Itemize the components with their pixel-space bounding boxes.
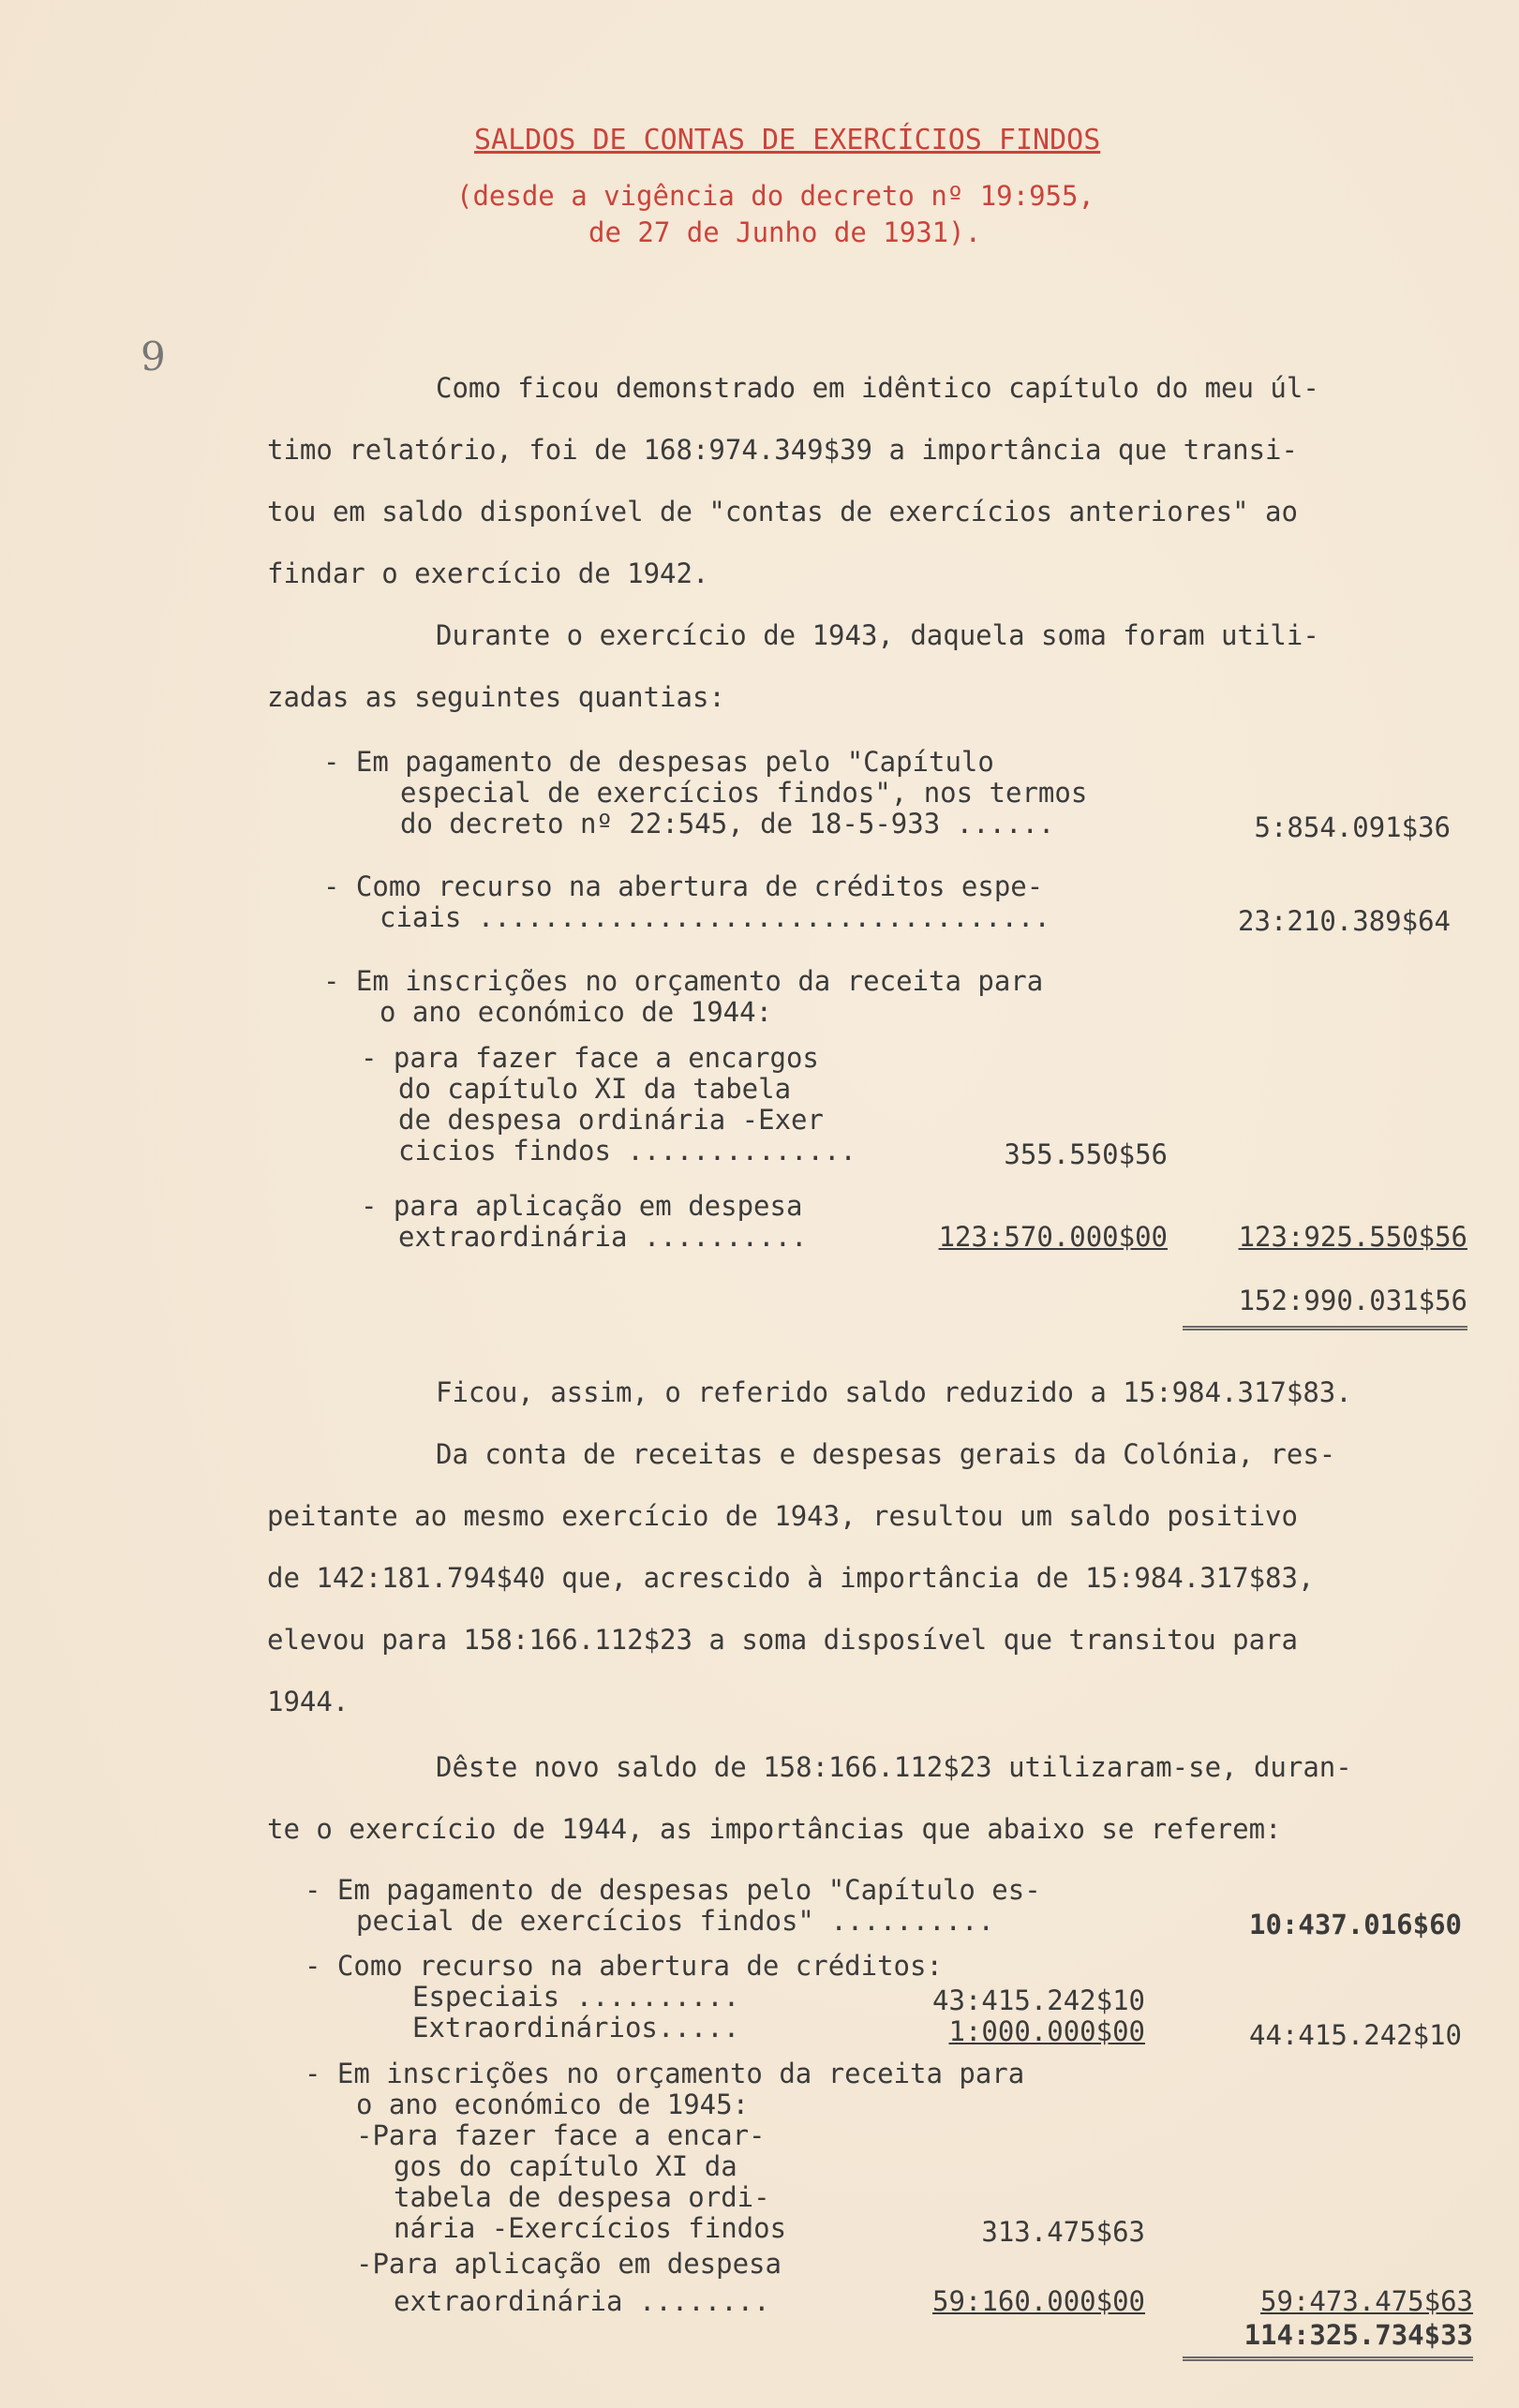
list2-item1-line2: pecial de exercícios findos" ..........: [356, 1905, 994, 1937]
list1-sub1-value: 355.550$56: [1004, 1138, 1168, 1170]
list2-item1-line1: - Em pagamento de despesas pelo "Capítulo es-: [305, 1874, 1041, 1906]
document-subtitle-line2: de 27 de Junho de 1931).: [588, 216, 982, 248]
list1-sub1-line1: - para fazer face a encargos: [361, 1042, 819, 1074]
list1-sub1-line2: do capítulo XI da tabela: [398, 1073, 792, 1105]
paragraph-1-line-4: findar o exercício de 1942.: [267, 557, 709, 589]
list2-sub1-line2: gos do capítulo XI da: [394, 2150, 737, 2182]
list2-sub2-line1: -Para aplicação em despesa: [356, 2248, 782, 2280]
list2-item2-extra-label: Extraordinários.....: [412, 2012, 740, 2044]
list2-sub1-line4: nária -Exercícios findos: [394, 2212, 787, 2244]
paragraph-4-line-5: 1944.: [267, 1686, 350, 1717]
list1-sub2-value: 123:570.000$00: [938, 1221, 1168, 1253]
list1-item3-total: 123:925.550$56: [1238, 1221, 1467, 1253]
list1-item2-value: 23:210.389$64: [1238, 905, 1451, 937]
list2-item3-line2: o ano económico de 1945:: [356, 2088, 750, 2120]
list1-sub2-line2: extraordinária ..........: [398, 1221, 808, 1253]
list2-item2-line1: - Como recurso na abertura de créditos:: [305, 1950, 943, 1982]
list2-item3-line1: - Em inscrições no orçamento da receita para: [305, 2058, 1025, 2089]
paragraph-4-line-1: Da conta de receitas e despesas gerais da Colónia, res-: [436, 1438, 1336, 1470]
document-title: SALDOS DE CONTAS DE EXERCÍCIOS FINDOS: [474, 124, 1101, 156]
list1-item1-line3: do decreto nº 22:545, de 18-5-933 ......: [400, 808, 1055, 840]
list2-item1-value: 10:437.016$60: [1249, 1909, 1462, 1940]
list1-item3-line1: - Em inscrições no orçamento da receita para: [323, 965, 1044, 997]
list2-sub1-line3: tabela de despesa ordi-: [394, 2181, 770, 2213]
list1-item1-line2: especial de exercícios findos", nos termos: [400, 777, 1088, 809]
list2-item2-especiais-value: 43:415.242$10: [932, 1984, 1145, 2016]
paragraph-4-line-3: de 142:181.794$40 que, acrescido à importância de 15:984.317$83,: [267, 1562, 1315, 1594]
list2-grand-total: 114:325.734$33: [1183, 2320, 1473, 2361]
list1-grand-total: 152:990.031$56: [1183, 1286, 1467, 1330]
list2-sub2-value: 59:160.000$00: [932, 2285, 1145, 2317]
list2-item2-especiais-label: Especiais ..........: [412, 1981, 740, 2013]
list2-sub2-line2: extraordinária ........: [394, 2285, 770, 2317]
list1-item2-line1: - Como recurso na abertura de créditos espe-: [323, 870, 1044, 902]
margin-handwritten-mark: 9: [141, 334, 166, 379]
list1-item3-line2: o ano económico de 1944:: [380, 996, 773, 1028]
paragraph-1-line-1: Como ficou demonstrado em idêntico capítulo do meu úl-: [436, 372, 1319, 404]
list1-item1-value: 5:854.091$36: [1254, 811, 1451, 843]
list2-item2-extra-value: 1:000.000$00: [948, 2015, 1145, 2047]
paragraph-3: Ficou, assim, o referido saldo reduzido a 15:984.317$83.: [436, 1376, 1352, 1408]
list1-item2-line2: ciais ...................................: [380, 901, 1050, 933]
paragraph-4-line-4: elevou para 158:166.112$23 a soma disposível que transitou para: [267, 1624, 1298, 1656]
list2-sub1-line1: -Para fazer face a encar-: [356, 2119, 766, 2151]
document-subtitle-line1: (desde a vigência do decreto nº 19:955,: [456, 180, 1095, 212]
list2-item2-total: 44:415.242$10: [1249, 2019, 1462, 2051]
paragraph-1-line-2: timo relatório, foi de 168:974.349$39 a importância que transi-: [267, 434, 1298, 466]
paragraph-1-line-3: tou em saldo disponível de "contas de exercícios anteriores" ao: [267, 496, 1298, 528]
list1-sub2-line1: - para aplicação em despesa: [361, 1190, 803, 1222]
list1-sub1-line3: de despesa ordinária -Exer: [398, 1104, 824, 1136]
paragraph-5-line-1: Dêste novo saldo de 158:166.112$23 utilizaram-se, duran-: [436, 1751, 1352, 1783]
list2-sub1-value: 313.475$63: [981, 2216, 1145, 2248]
list1-item1-line1: - Em pagamento de despesas pelo "Capítulo: [323, 746, 994, 778]
paragraph-4-line-2: peitante ao mesmo exercício de 1943, resultou um saldo positivo: [267, 1500, 1298, 1532]
paragraph-2-line-2: zadas as seguintes quantias:: [267, 681, 725, 713]
list1-sub1-line4: cicios findos ..............: [398, 1135, 856, 1167]
list2-item3-total: 59:473.475$63: [1260, 2285, 1473, 2317]
paragraph-2-line-1: Durante o exercício de 1943, daquela soma foram utili-: [436, 619, 1319, 651]
paragraph-5-line-2: te o exercício de 1944, as importâncias que abaixo se referem:: [267, 1813, 1282, 1845]
